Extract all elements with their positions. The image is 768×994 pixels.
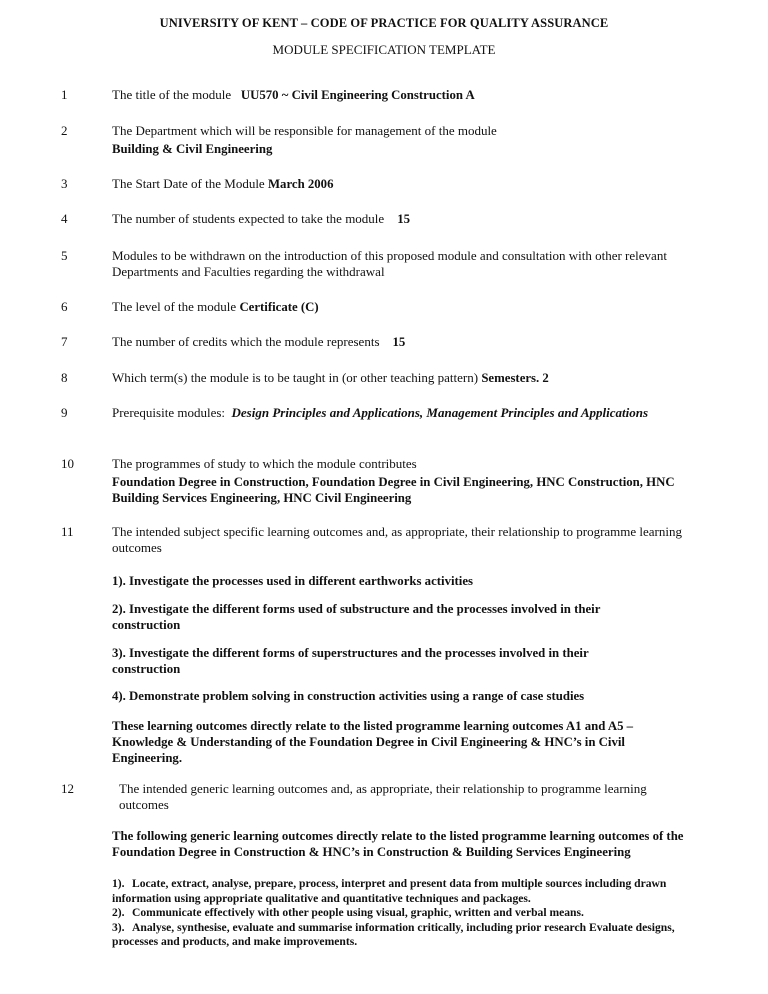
item-number: 3 (61, 176, 68, 191)
item-start-date (112, 176, 712, 192)
item-number: 10 (61, 456, 74, 471)
item-value: Certificate (C) (239, 300, 319, 314)
document-subtitle: MODULE SPECIFICATION TEMPLATE (272, 42, 496, 57)
list-item: 4). Demonstrate problem solving in construction activities using a range of case studies (112, 689, 585, 703)
item-level (112, 299, 712, 315)
item-number: 5 (61, 248, 68, 263)
item-label: The intended subject specific learning outcomes and, as appropriate, their relationship to programme learning outcomes (112, 524, 683, 555)
item-label: Modules to be withdrawn on the introduction of this proposed module and consultation with other relevant Departments and Faculties regarding the withdrawal (112, 248, 667, 279)
item-value: 15 (392, 335, 406, 349)
list-item (112, 921, 712, 950)
item-credits (112, 334, 712, 350)
item-value: Foundation Degree in Construction, Foundation Degree in Civil Engineering, HNC Construction, HNC Building Services Engineering, HNC Civil Engineering (112, 475, 675, 505)
item-number: 11 (61, 524, 74, 539)
item-label: The programmes of study to which the module contributes (112, 456, 417, 471)
list-item-text: Locate, extract, analyse, prepare, process, interpret and present data from multiple sources including drawn information using appropriate qualitative and quantitative techniques and packages. (112, 877, 667, 905)
item-number: 8 (61, 370, 68, 385)
item-number: 1 (61, 87, 68, 102)
list-item: 2). Investigate the different forms used of substructure and the processes involved in their construction (112, 602, 601, 632)
item-number: 9 (61, 405, 68, 420)
list-item (112, 906, 712, 921)
document-header: UNIVERSITY OF KENT – CODE OF PRACTICE FOR QUALITY ASSURANCE (159, 16, 609, 30)
item-label: The intended generic learning outcomes and, as appropriate, their relationship to programme learning outcomes (119, 781, 647, 812)
item-label: The number of students expected to take the module (112, 211, 385, 226)
item-label: The Department which will be responsible for management of the module (112, 123, 497, 138)
list-item: 3). Investigate the different forms of superstructures and the processes involved in their construction (112, 646, 589, 676)
item-label: The number of credits which the module represents (112, 334, 380, 349)
item-number: 6 (61, 299, 68, 314)
item-module-title (112, 87, 712, 103)
item-prerequisites (112, 405, 672, 421)
item-number: 7 (61, 334, 68, 349)
item-generic-outcomes (119, 781, 699, 813)
item-value: Semesters. 2 (481, 371, 549, 385)
list-item: 1). Investigate the processes used in different earthworks activities (112, 574, 473, 588)
list-item-text: Communicate effectively with other people using visual, graphic, written and verbal means. (132, 906, 584, 919)
outcomes-note: These learning outcomes directly relate to the listed programme learning outcomes A1 and A5 – Knowledge & Understanding of the Foundation Degree in Civil Engineering & HNC’s in Civil Engineering. (112, 719, 634, 765)
item-student-count (112, 211, 712, 227)
item-label: Prerequisite modules: (112, 405, 226, 420)
item-withdrawn-modules (112, 248, 712, 280)
item-value: Design Principles and Applications, Management Principles and Applications (231, 405, 649, 420)
item-value: March 2006 (267, 177, 334, 191)
list-item-number: 1). (112, 877, 125, 890)
item-label: Which term(s) the module is to be taught in (or other teaching pattern) (112, 370, 479, 385)
item-number: 2 (61, 123, 68, 138)
item-value: UU570 ~ Civil Engineering Construction A (240, 88, 475, 102)
item-label: The title of the module (112, 87, 232, 102)
generic-outcomes-intro: The following generic learning outcomes directly relate to the listed programme learning outcomes of the Foundation Degree in Construction & HNC’s in Construction & Building Services Engineering (112, 829, 684, 859)
item-programmes (112, 456, 704, 506)
list-item-text: Analyse, synthesise, evaluate and summarise information critically, including prior research Evaluate designs, processes and products, and make improvements. (112, 920, 675, 948)
list-item-number: 2). (112, 906, 125, 919)
item-value: 15 (397, 212, 410, 226)
item-subject-outcomes (112, 524, 682, 556)
generic-outcome-list (112, 877, 712, 950)
item-label: The Start Date of the Module (112, 176, 265, 191)
item-number: 12 (61, 781, 74, 796)
item-department (112, 123, 712, 157)
item-terms (112, 370, 712, 386)
list-item-number: 3). (112, 920, 125, 934)
item-number: 4 (61, 211, 68, 226)
item-value: Building & Civil Engineering (112, 142, 273, 156)
list-item (112, 877, 712, 906)
item-label: The level of the module (112, 299, 237, 314)
